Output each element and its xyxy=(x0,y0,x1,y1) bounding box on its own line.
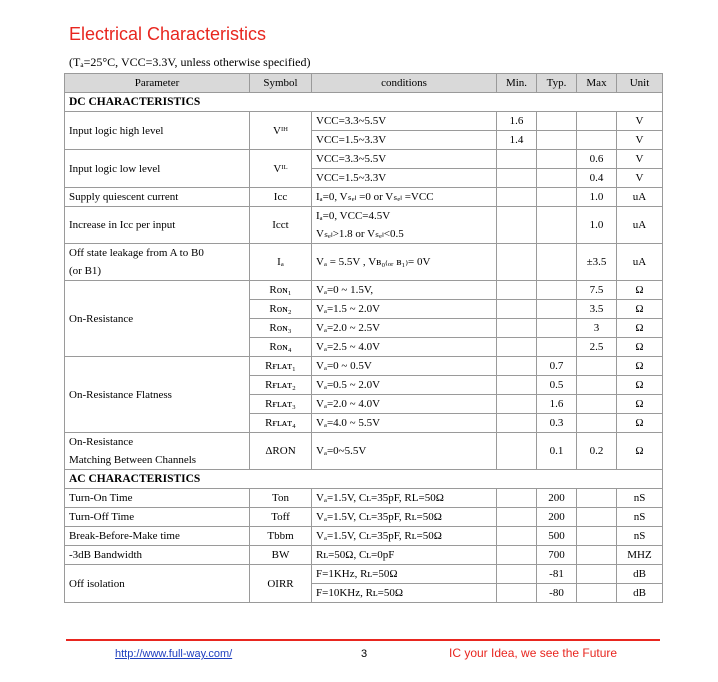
header-typ: Typ. xyxy=(537,74,577,93)
min-cell xyxy=(497,565,537,584)
table-row xyxy=(65,150,663,169)
unit-cell: Ω xyxy=(617,357,663,376)
param-cell: Supply quiescent current xyxy=(65,188,250,207)
min-cell xyxy=(497,357,537,376)
min-cell: 1.4 xyxy=(497,131,537,150)
unit-cell: nS xyxy=(617,508,663,527)
header-min: Min. xyxy=(497,74,537,93)
min-cell xyxy=(497,319,537,338)
max-cell xyxy=(577,357,617,376)
unit-cell: nS xyxy=(617,527,663,546)
param-cell: Break-Before-Make time xyxy=(65,527,250,546)
min-cell xyxy=(497,584,537,603)
condition-cell: Vₐ=1.5V, Cʟ=35pF, Rʟ=50Ω xyxy=(312,527,497,546)
condition-cell: Vₐ=2.0 ~ 2.5V xyxy=(312,319,497,338)
typ-cell: 0.3 xyxy=(537,414,577,433)
table-row xyxy=(65,244,663,281)
symbol-cell: Rᴏɴ₁ xyxy=(250,281,312,300)
typ-cell xyxy=(537,131,577,150)
unit-cell: V xyxy=(617,112,663,131)
condition-cell: Vₐ=0 ~ 1.5V, xyxy=(312,281,497,300)
condition-cell: VCC=3.3~5.5V xyxy=(312,150,497,169)
condition-cell: F=1KHz, Rʟ=50Ω xyxy=(312,565,497,584)
condition-cell: VCC=1.5~3.3V xyxy=(312,131,497,150)
min-cell xyxy=(497,395,537,414)
symbol-cell: BW xyxy=(250,546,312,565)
min-cell xyxy=(497,489,537,508)
unit-cell: uA xyxy=(617,207,663,244)
min-cell xyxy=(497,244,537,281)
max-cell xyxy=(577,489,617,508)
typ-cell: -81 xyxy=(537,565,577,584)
condition-cell: Vₐ=0~5.5V xyxy=(312,433,497,470)
param-line: Off state leakage from A to B0 xyxy=(69,247,204,259)
symbol-cell: Iₐ xyxy=(250,244,312,281)
param-line: On-Resistance xyxy=(69,436,134,448)
unit-cell: V xyxy=(617,169,663,188)
param-cell xyxy=(65,244,250,281)
ac-section-title: AC CHARACTERISTICS xyxy=(65,470,663,489)
header-symbol: Symbol xyxy=(250,74,312,93)
typ-cell xyxy=(537,207,577,244)
max-cell: 2.5 xyxy=(577,338,617,357)
table-row xyxy=(65,281,663,300)
typ-cell: 0.7 xyxy=(537,357,577,376)
table-row xyxy=(65,527,663,546)
footer-slogan: IC your Idea, we see the Future xyxy=(449,646,618,660)
min-cell xyxy=(497,338,537,357)
symbol-cell: ΔRON xyxy=(250,433,312,470)
min-cell xyxy=(497,433,537,470)
param-cell: On-Resistance Flatness xyxy=(65,357,250,433)
table-row xyxy=(65,508,663,527)
symbol-cell: Vᴵᴸ xyxy=(250,150,312,188)
condition-cell: VCC=1.5~3.3V xyxy=(312,169,497,188)
header-parameter: Parameter xyxy=(65,74,250,93)
max-cell: 0.6 xyxy=(577,150,617,169)
typ-cell: 700 xyxy=(537,546,577,565)
typ-cell xyxy=(537,319,577,338)
typ-cell xyxy=(537,188,577,207)
min-cell xyxy=(497,169,537,188)
conditions-note: (Tₐ=25°C, VCC=3.3V, unless otherwise specified) xyxy=(69,55,311,69)
symbol-cell: Toff xyxy=(250,508,312,527)
condition-cell: Rʟ=50Ω, Cʟ=0pF xyxy=(312,546,497,565)
max-cell: 7.5 xyxy=(577,281,617,300)
max-cell xyxy=(577,112,617,131)
min-cell xyxy=(497,300,537,319)
typ-cell xyxy=(537,112,577,131)
condition-cell: Vₛₑₗ>1.8 or Vₛₑₗ<0.5 xyxy=(312,225,497,244)
max-cell: 3 xyxy=(577,319,617,338)
param-line: Matching Between Channels xyxy=(69,454,197,466)
typ-cell xyxy=(537,300,577,319)
typ-cell xyxy=(537,244,577,281)
min-cell xyxy=(497,527,537,546)
param-line: (or B1) xyxy=(69,265,102,277)
table-row xyxy=(65,565,663,584)
symbol-cell: Icc xyxy=(250,188,312,207)
unit-cell: V xyxy=(617,150,663,169)
max-cell xyxy=(577,131,617,150)
max-cell xyxy=(577,414,617,433)
max-cell xyxy=(577,376,617,395)
unit-cell: Ω xyxy=(617,319,663,338)
header-conditions: conditions xyxy=(312,74,497,93)
unit-cell: Ω xyxy=(617,395,663,414)
header-max: Max xyxy=(577,74,617,93)
symbol-cell: Rᴏɴ₂ xyxy=(250,300,312,319)
page-number: 3 xyxy=(361,648,368,660)
max-cell xyxy=(577,565,617,584)
unit-cell: uA xyxy=(617,188,663,207)
max-cell xyxy=(577,508,617,527)
typ-cell: 500 xyxy=(537,527,577,546)
condition-cell: Vₐ = 5.5V , Vʙ₀₍ₒᵣ ʙ₁₎= 0V xyxy=(312,244,497,281)
min-cell xyxy=(497,281,537,300)
symbol-cell: Tbbm xyxy=(250,527,312,546)
condition-cell: VCC=3.3~5.5V xyxy=(312,112,497,131)
min-cell xyxy=(497,414,537,433)
param-cell: Turn-Off Time xyxy=(65,508,250,527)
param-cell xyxy=(65,433,250,470)
section-row xyxy=(65,470,663,489)
unit-cell: uA xyxy=(617,244,663,281)
header-row xyxy=(65,74,663,93)
param-cell: Increase in Icc per input xyxy=(65,207,250,244)
symbol-cell: Rғʟᴀᴛ₃ xyxy=(250,395,312,414)
symbol-cell: OIRR xyxy=(250,565,312,603)
min-cell xyxy=(497,546,537,565)
min-cell xyxy=(497,207,537,244)
param-cell: Off isolation xyxy=(65,565,250,603)
symbol-cell: Rᴏɴ₃ xyxy=(250,319,312,338)
unit-cell: MHZ xyxy=(617,546,663,565)
max-cell: 1.0 xyxy=(577,207,617,244)
max-cell xyxy=(577,584,617,603)
unit-cell: dB xyxy=(617,584,663,603)
condition-cell: Vₐ=4.0 ~ 5.5V xyxy=(312,414,497,433)
symbol-cell: Ton xyxy=(250,489,312,508)
condition-cell: Vₐ=2.0 ~ 4.0V xyxy=(312,395,497,414)
condition-cell: Vₐ=1.5V, Cʟ=35pF, Rʟ=50Ω xyxy=(312,508,497,527)
max-cell: 1.0 xyxy=(577,188,617,207)
max-cell xyxy=(577,546,617,565)
table-row xyxy=(65,489,663,508)
condition-cell: F=10KHz, Rʟ=50Ω xyxy=(312,584,497,603)
symbol-cell: Rғʟᴀᴛ₂ xyxy=(250,376,312,395)
min-cell xyxy=(497,150,537,169)
unit-cell: Ω xyxy=(617,281,663,300)
symbol-cell: Icct xyxy=(250,207,312,244)
condition-cell: Vₐ=2.5 ~ 4.0V xyxy=(312,338,497,357)
condition-cell: Vₐ=0.5 ~ 2.0V xyxy=(312,376,497,395)
table-row xyxy=(65,546,663,565)
condition-cell: Vₐ=1.5 ~ 2.0V xyxy=(312,300,497,319)
min-cell xyxy=(497,376,537,395)
table-row xyxy=(65,112,663,131)
condition-cell: Vₐ=0 ~ 0.5V xyxy=(312,357,497,376)
symbol-cell: Rᴏɴ₄ xyxy=(250,338,312,357)
table-row xyxy=(65,433,663,470)
unit-cell: Ω xyxy=(617,376,663,395)
header-unit: Unit xyxy=(617,74,663,93)
max-cell: 3.5 xyxy=(577,300,617,319)
condition-cell: Iₐ=0, Vₛₑₗ =0 or Vₛₑₗ =VCC xyxy=(312,188,497,207)
footer-website-link[interactable]: http://www.full-way.com/ xyxy=(115,648,233,660)
typ-cell xyxy=(537,281,577,300)
condition-cell: Vₐ=1.5V, Cʟ=35pF, RL=50Ω xyxy=(312,489,497,508)
max-cell xyxy=(577,527,617,546)
param-cell: On-Resistance xyxy=(65,281,250,357)
typ-cell: 200 xyxy=(537,489,577,508)
typ-cell xyxy=(537,338,577,357)
param-cell: Input logic low level xyxy=(65,150,250,188)
unit-cell: Ω xyxy=(617,414,663,433)
min-cell: 1.6 xyxy=(497,112,537,131)
typ-cell: 0.5 xyxy=(537,376,577,395)
unit-cell: dB xyxy=(617,565,663,584)
min-cell xyxy=(497,508,537,527)
max-cell: 0.4 xyxy=(577,169,617,188)
symbol-cell: Rғʟᴀᴛ₄ xyxy=(250,414,312,433)
max-cell: ±3.5 xyxy=(577,244,617,281)
unit-cell: V xyxy=(617,131,663,150)
symbol-cell: Vᴵᴴ xyxy=(250,112,312,150)
typ-cell: 1.6 xyxy=(537,395,577,414)
min-cell xyxy=(497,188,537,207)
dc-section-title: DC CHARACTERISTICS xyxy=(65,93,663,112)
unit-cell: Ω xyxy=(617,338,663,357)
unit-cell: Ω xyxy=(617,300,663,319)
table-row xyxy=(65,207,663,226)
section-row xyxy=(65,93,663,112)
max-cell xyxy=(577,395,617,414)
param-cell: Input logic high level xyxy=(65,112,250,150)
electrical-characteristics-table xyxy=(64,73,663,603)
typ-cell: -80 xyxy=(537,584,577,603)
typ-cell xyxy=(537,169,577,188)
param-cell: -3dB Bandwidth xyxy=(65,546,250,565)
table-row xyxy=(65,188,663,207)
table-row xyxy=(65,357,663,376)
footer-divider xyxy=(66,639,660,641)
typ-cell: 0.1 xyxy=(537,433,577,470)
unit-cell: Ω xyxy=(617,433,663,470)
max-cell: 0.2 xyxy=(577,433,617,470)
symbol-cell: Rғʟᴀᴛ₁ xyxy=(250,357,312,376)
condition-cell: Iₐ=0, VCC=4.5V xyxy=(312,207,497,226)
param-cell: Turn-On Time xyxy=(65,489,250,508)
page-title: Electrical Characteristics xyxy=(69,24,267,44)
typ-cell: 200 xyxy=(537,508,577,527)
typ-cell xyxy=(537,150,577,169)
unit-cell: nS xyxy=(617,489,663,508)
